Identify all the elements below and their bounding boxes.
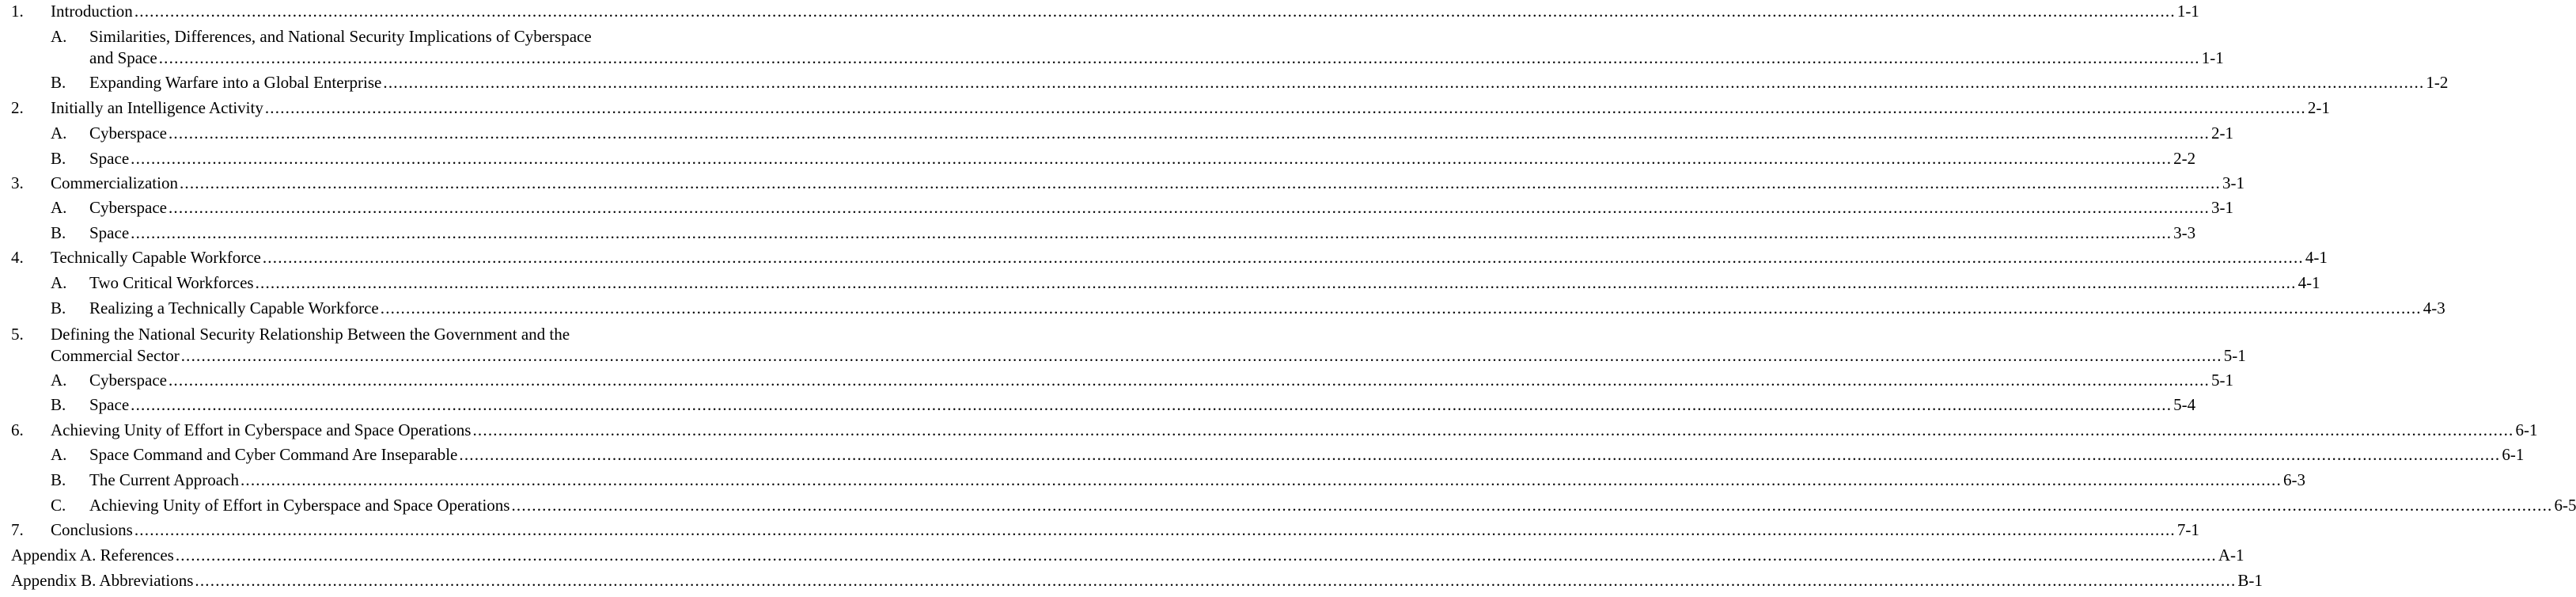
toc-entry-title: Expanding Warfare into a Global Enterprise [89, 73, 382, 92]
toc-entry[interactable] [0, 445, 2525, 465]
toc-entry-number: A. [51, 371, 67, 390]
toc-entry[interactable] [0, 98, 2330, 118]
dot-leader: ................................................................................................................................................................................................................................................................................................................................................................................................................ [472, 420, 2514, 439]
toc-entry-title: Space [89, 149, 130, 168]
toc-entry-page-number: B-1 [2237, 571, 2263, 590]
dot-leader: ................................................................................................................................................................................................................................................................................................................................................................................................................ [255, 273, 2297, 292]
toc-entry-page-number: 5-1 [2210, 371, 2233, 390]
toc-entry-number: B. [51, 298, 66, 318]
dot-leader: ................................................................................................................................................................................................................................................................................................................................................................................................................ [262, 248, 2304, 267]
toc-entry-title: Cyberspace [89, 124, 167, 143]
toc-entry-number: A. [51, 124, 67, 143]
toc-entry-page-number: 2-1 [2210, 124, 2233, 143]
toc-entry-page-number: 6-1 [2515, 420, 2538, 439]
dot-leader: ................................................................................................................................................................................................................................................................................................................................................................................................................ [180, 346, 2222, 365]
toc-entry-title: Initially an Intelligence Activity [51, 98, 263, 117]
toc-entry-number: 2. [11, 98, 24, 117]
toc-entry[interactable] [0, 395, 2196, 415]
toc-entry-page-number: 5-4 [2173, 395, 2196, 414]
toc-entry-title: Realizing a Technically Capable Workforce [89, 298, 379, 318]
dot-leader: ................................................................................................................................................................................................................................................................................................................................................................................................................ [134, 520, 2176, 539]
toc-entry-number: B. [51, 470, 66, 489]
toc-entry-title-line: Defining the National Security Relationship Between the Government and the [51, 325, 570, 344]
toc-entry[interactable] [0, 546, 2245, 565]
toc-entry-number: B. [51, 73, 66, 92]
dot-leader: ................................................................................................................................................................................................................................................................................................................................................................................................................ [168, 371, 2210, 390]
toc-entry-page-number: 3-3 [2173, 223, 2196, 242]
dot-leader: ................................................................................................................................................................................................................................................................................................................................................................................................................ [459, 445, 2501, 464]
toc-entry-page-number: 4-1 [2298, 273, 2320, 292]
dot-leader: ................................................................................................................................................................................................................................................................................................................................................................................................................ [511, 496, 2553, 515]
toc-entry[interactable] [0, 520, 2199, 540]
toc-entry-page-number: 2-2 [2173, 149, 2196, 168]
toc-entry[interactable] [0, 2, 2199, 21]
toc-entry-number: C. [51, 496, 66, 515]
toc-entry-number: A. [51, 273, 67, 292]
toc-entry[interactable] [0, 149, 2196, 169]
toc-entry-number: B. [51, 223, 66, 242]
toc-entry-title: and Space [89, 48, 157, 67]
dot-leader: ................................................................................................................................................................................................................................................................................................................................................................................................................ [134, 2, 2176, 21]
toc-entry-number: 6. [11, 420, 24, 439]
dot-leader: ................................................................................................................................................................................................................................................................................................................................................................................................................ [380, 298, 2422, 318]
toc-entry-title: Space [89, 223, 130, 242]
toc-entry[interactable] [0, 173, 2245, 193]
toc-entry[interactable] [0, 198, 2233, 218]
dot-leader: ................................................................................................................................................................................................................................................................................................................................................................................................................ [131, 395, 2173, 414]
toc-entry[interactable] [0, 298, 2445, 318]
dot-leader: ................................................................................................................................................................................................................................................................................................................................................................................................................ [158, 48, 2200, 67]
toc-entry-number: B. [51, 149, 66, 168]
toc-entry-page-number: 1-2 [2426, 73, 2449, 92]
toc-entry-title: Appendix B. Abbreviations [11, 571, 194, 590]
toc-entry[interactable] [0, 325, 2246, 366]
toc-entry-number: A. [51, 27, 67, 46]
toc-entry-title: Cyberspace [89, 371, 167, 390]
toc-entry[interactable] [0, 470, 2305, 490]
toc-entry-page-number: 4-1 [2305, 248, 2328, 267]
dot-leader: ................................................................................................................................................................................................................................................................................................................................................................................................................ [264, 98, 2306, 117]
toc-entry-title: Cyberspace [89, 198, 167, 217]
toc-entry-page-number: 6-5 [2554, 496, 2576, 515]
toc-entry[interactable] [0, 73, 2449, 93]
toc-entry-number: A. [51, 445, 67, 464]
toc-entry-page-number: 7-1 [2176, 520, 2199, 539]
toc-entry-title: Technically Capable Workforce [51, 248, 261, 267]
toc-entry-number: 7. [11, 520, 24, 539]
toc-entry-title: The Current Approach [89, 470, 239, 489]
toc-entry-title: Commercial Sector [51, 346, 180, 365]
toc-entry-title: Introduction [51, 2, 133, 21]
toc-entry[interactable] [0, 371, 2233, 390]
toc-entry-page-number: 6-3 [2282, 470, 2305, 489]
toc-entry[interactable] [0, 124, 2233, 143]
toc-entry[interactable] [0, 27, 2224, 68]
dot-leader: ................................................................................................................................................................................................................................................................................................................................................................................................................ [168, 198, 2210, 217]
toc-entry-number: 1. [11, 2, 24, 21]
toc-entry-number: 3. [11, 173, 24, 192]
toc-entry-title: Achieving Unity of Effort in Cyberspace and Space Operations [89, 496, 510, 515]
toc-entry-title: Appendix A. References [11, 546, 174, 565]
toc-entry-title-line: Similarities, Differences, and National Security Implications of Cyberspace [89, 27, 592, 46]
toc-entry-page-number: 4-3 [2423, 298, 2445, 318]
toc-entry-title: Space [89, 395, 130, 414]
dot-leader: ................................................................................................................................................................................................................................................................................................................................................................................................................ [383, 73, 2425, 92]
toc-entry-title: Two Critical Workforces [89, 273, 254, 292]
dot-leader: ................................................................................................................................................................................................................................................................................................................................................................................................................ [179, 173, 2221, 192]
toc-entry-number: B. [51, 395, 66, 414]
toc-entry-page-number: 6-1 [2502, 445, 2525, 464]
toc-entry-page-number: 3-1 [2210, 198, 2233, 217]
toc-entry[interactable] [0, 273, 2320, 293]
dot-leader: ................................................................................................................................................................................................................................................................................................................................................................................................................ [195, 571, 2237, 590]
toc-entry-title: Commercialization [51, 173, 178, 192]
toc-entry-page-number: 3-1 [2222, 173, 2245, 192]
dot-leader: ................................................................................................................................................................................................................................................................................................................................................................................................................ [240, 470, 2282, 489]
dot-leader: ................................................................................................................................................................................................................................................................................................................................................................................................................ [131, 223, 2173, 242]
toc-entry[interactable] [0, 248, 2328, 268]
toc-entry-number: 5. [11, 325, 24, 344]
toc-entry-title: Space Command and Cyber Command Are Inseparable [89, 445, 458, 464]
toc-entry-number: 4. [11, 248, 24, 267]
toc-entry-title: Conclusions [51, 520, 133, 539]
toc-entry-page-number: 1-1 [2176, 2, 2199, 21]
toc-entry-page-number: 2-1 [2307, 98, 2330, 117]
toc-entry-number: A. [51, 198, 67, 217]
toc-entry-page-number: 5-1 [2223, 346, 2246, 365]
toc-entry-page-number: 1-1 [2201, 48, 2224, 67]
toc-entry[interactable] [0, 571, 2263, 591]
toc-entry[interactable] [0, 223, 2196, 243]
toc-entry[interactable] [0, 420, 2538, 440]
dot-leader: ................................................................................................................................................................................................................................................................................................................................................................................................................ [131, 149, 2173, 168]
dot-leader: ................................................................................................................................................................................................................................................................................................................................................................................................................ [175, 546, 2217, 565]
dot-leader: ................................................................................................................................................................................................................................................................................................................................................................................................................ [168, 124, 2210, 143]
toc-entry-title: Achieving Unity of Effort in Cyberspace and Space Operations [51, 420, 472, 439]
toc-entry[interactable] [0, 496, 2576, 515]
toc-entry-page-number: A-1 [2218, 546, 2245, 565]
